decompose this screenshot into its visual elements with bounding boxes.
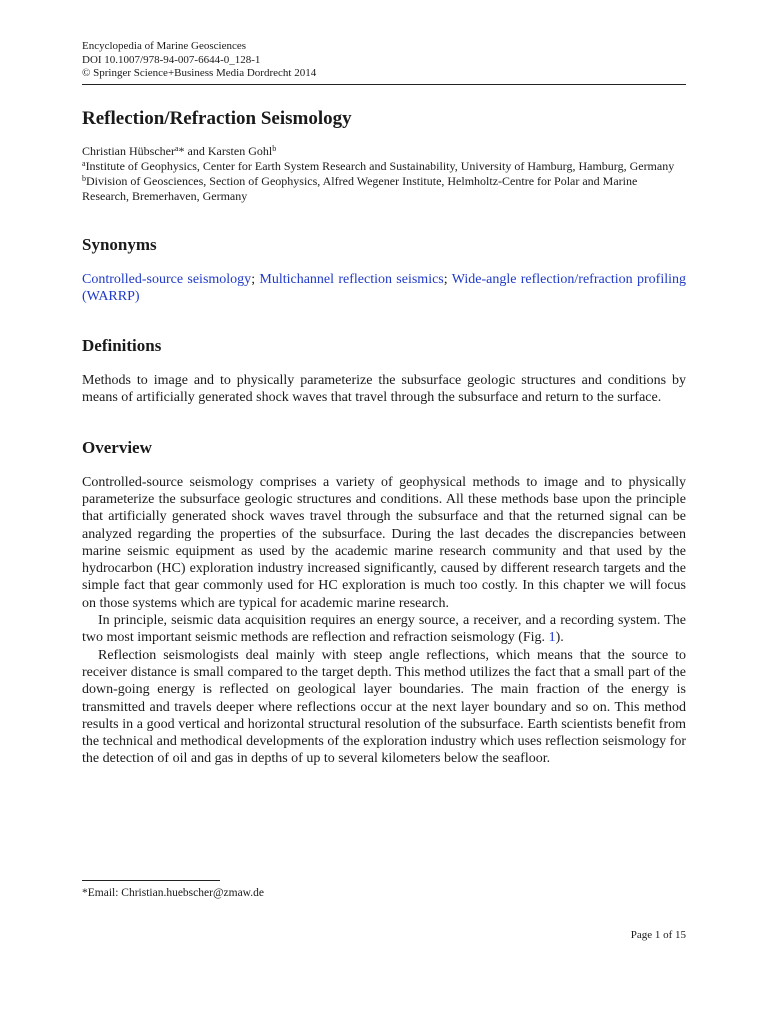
- affiliation-mark: b: [82, 173, 86, 183]
- synonym-link[interactable]: Multichannel reflection seismics: [259, 271, 444, 287]
- page-body: [82, 40, 686, 768]
- copyright: © Springer Science+Business Media Dordrecht 2014: [82, 67, 317, 79]
- synonyms-list: [82, 271, 686, 306]
- overview-heading: Overview: [82, 437, 152, 457]
- affiliation-mark: a: [82, 158, 86, 168]
- affiliation-a: [82, 159, 686, 174]
- header-divider: [82, 84, 686, 85]
- author-2-affiliation-mark: b: [272, 143, 277, 153]
- affiliation-text: Division of Geosciences, Section of Geophysics, Alfred Wegener Institute, Helmholtz-Centre for Polar and Marine Research, Bremerhaven, Germany: [82, 173, 638, 203]
- footnote-divider: [82, 880, 220, 881]
- doi: DOI 10.1007/978-94-007-6644-0_128-1: [82, 53, 261, 66]
- affiliation-text: Institute of Geophysics, Center for Earth System Research and Sustainability, University of Hamburg, Hamburg, Germany: [85, 158, 675, 173]
- figure-reference-link[interactable]: 1: [548, 630, 556, 646]
- author-line: [82, 144, 686, 159]
- page-number: Page 1 of 15: [630, 929, 686, 941]
- definitions-paragraph: Methods to image and to physically parameterize the subsurface geologic structures and conditions by means of artificially generated shock waves that travel through the subsurface and return to the surface.: [82, 373, 686, 406]
- author-1-affiliation-mark: a: [174, 143, 179, 153]
- article-title: Reflection/Refraction Seismology: [82, 107, 352, 129]
- synonym-separator: ;: [251, 271, 260, 287]
- overview-paragraph-2: [82, 612, 686, 647]
- overview-body: [82, 474, 686, 768]
- footnote-email: *Email: Christian.huebscher@zmaw.de: [82, 887, 264, 899]
- affiliation-b: [82, 174, 686, 204]
- paragraph-text: ).: [555, 630, 564, 646]
- overview-paragraph-3: Reflection seismologists deal mainly with steep angle reflections, which means that the source to receiver distance is small compared to the target depth. This method utilizes the fact that a small part of the down-going energy is reflected on geological layer boundaries. The main fraction of the energy is transmitted and travels deeper where reflections occur at the next layer boundary and so on. This method results in a good vertical and horizontal structural resolution of the subsurface. Earth scientists benefit from the technical and methodical developments of the exploration industry which uses reflection seismology for the detection of oil and gas in depths of up to several kilometers below the seafloor.: [82, 647, 686, 767]
- overview-paragraph-1: Controlled-source seismology comprises a variety of geophysical methods to image and to physically parameterize the subsurface geologic structures and conditions. All these methods base upon the principle that artificially generated shock waves travel through the subsurface and that the returned signal can be analyzed regarding the properties of the subsurface. During the last decades the discrepancies between marine seismic equipment as used by the academic marine research community and that used by the hydrocarbon (HC) exploration industry increased significantly, caused by different research targets and the simple fact that gear commonly used for HC exploration is much too costly. In this chapter we will focus on those systems which are typical for academic marine research.: [82, 474, 686, 611]
- synonyms-heading: Synonyms: [82, 234, 157, 254]
- synonym-separator: ;: [443, 271, 452, 287]
- running-header: [82, 40, 686, 81]
- author-conjunction: and: [184, 143, 208, 158]
- synonym-link[interactable]: Wide-angle reflection/refraction profiling (WARRP): [82, 271, 686, 304]
- author-1: Christian Hübscher: [82, 143, 175, 158]
- definitions-heading: Definitions: [82, 336, 162, 356]
- journal-name: Encyclopedia of Marine Geosciences: [82, 40, 247, 52]
- synonym-link[interactable]: Controlled-source seismology: [82, 271, 252, 287]
- author-2: Karsten Gohl: [207, 143, 273, 158]
- paragraph-text: In principle, seismic data acquisition requires an energy source, a receiver, and a recording system. The two most important seismic methods are reflection and refraction seismology (Fig.: [82, 613, 686, 646]
- corresponding-author-mark: *: [178, 143, 185, 158]
